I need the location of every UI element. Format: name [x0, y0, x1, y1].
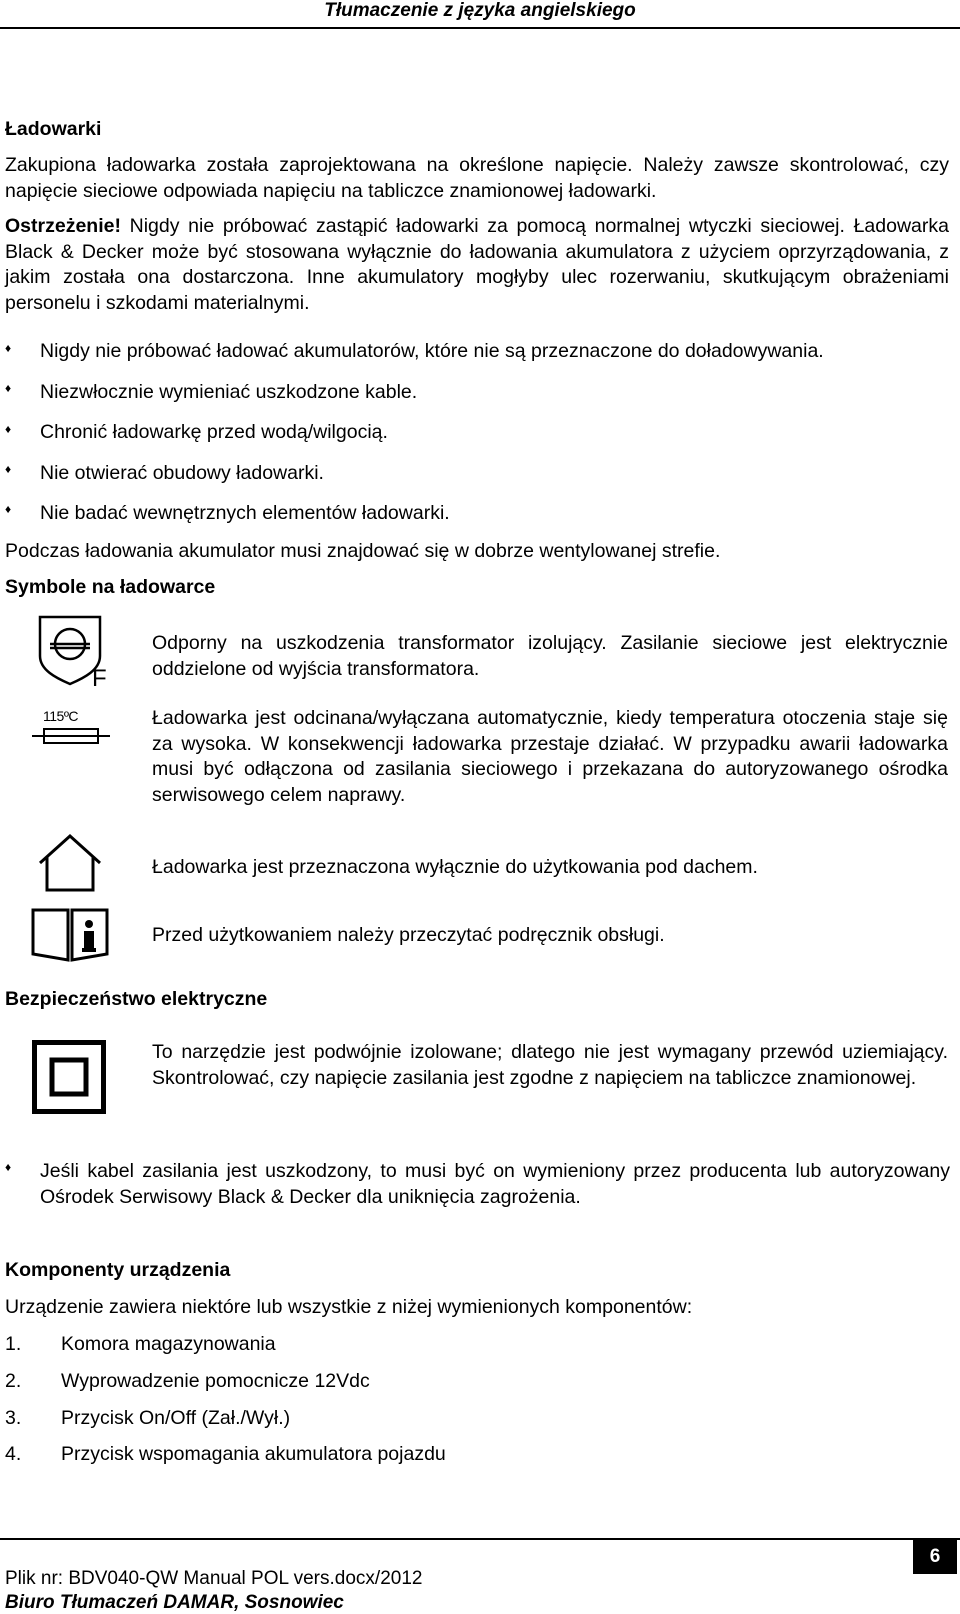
bullet-icon: ♦: [5, 462, 12, 476]
bullet-icon: ♦: [5, 422, 12, 436]
symbol-text-thermal-fuse: Ładowarka jest odcinana/wyłączana automatycznie, kiedy temperatura otoczenia staje się za wysoka. W konsekwencji ładowarka przestaje działać. W przypadku awarii ładowarka musi być odłączona od zasilania sieciowego i przekazana do autoryzowanego ośrodka serwisowego celem naprawy.: [152, 707, 948, 806]
components-intro: Urządzenie zawiera niektóre lub wszystkie z niżej wymienionych komponentów:: [5, 1296, 693, 1318]
warning-text: Nigdy nie próbować zastąpić ładowarki za pomocą normalnej wtyczki sieciowej. Ładowarka Black & Decker może być stosowana wyłącznie do ładowania akumulatora z użyciem oprzyrządowania, z jakim została ona dostarczona. Inne akumulatory mogłyby ulec rozerwaniu, skutkującym obrażeniami personelu i szkodami materialnymi.: [5, 215, 949, 314]
section-heading-symbols: Symbole na ładowarce: [5, 576, 216, 598]
list-item: Nie badać wewnętrznych elementów ładowarki.: [40, 502, 450, 524]
section-heading-electrical: Bezpieczeństwo elektryczne: [5, 988, 268, 1010]
list-item: Nigdy nie próbować ładować akumulatorów, które nie są przeznaczone do doładowywania.: [40, 340, 824, 362]
bullet-icon: ♦: [5, 341, 12, 355]
chargers-warning: [5, 214, 949, 316]
page-header: Tłumaczenie z języka angielskiego: [324, 0, 636, 21]
indoor-use-house-icon: [37, 833, 103, 893]
list-item: Nie otwierać obudowy ładowarki.: [40, 462, 324, 484]
footer-divider: [0, 1538, 960, 1540]
read-manual-icon: [30, 904, 110, 964]
double-insulation-icon: [32, 1040, 106, 1114]
footer-file: Plik nr: BDV040-QW Manual POL vers.docx/2012: [5, 1568, 423, 1589]
list-item: Przycisk wspomagania akumulatora pojazdu: [61, 1443, 446, 1465]
list-item: Niezwłocznie wymieniać uszkodzone kable.: [40, 381, 418, 403]
chargers-intro: Zakupiona ładowarka została zaprojektowana na określone napięcie. Należy zawsze skontrolować, czy napięcie sieciowe odpowiada napięciu na tabliczce znamionowej ładowarki.: [5, 154, 949, 202]
ventilation-note: Podczas ładowania akumulator musi znajdować się w dobrze wentylowanej strefie.: [5, 540, 721, 562]
header-divider: [0, 27, 960, 29]
list-number: 2.: [5, 1370, 22, 1392]
electrical-text: To narzędzie jest podwójnie izolowane; dlatego nie jest wymagany przewód uziemiający. Skontrolować, czy napięcie zasilania jest zgodne z napięciem na tabliczce znamionowej.: [152, 1041, 948, 1089]
symbol-text-indoor: Ładowarka jest przeznaczona wyłącznie do użytkowania pod dachem.: [152, 856, 758, 878]
svg-text:F: F: [92, 665, 107, 692]
thermal-fuse-icon: [32, 726, 110, 746]
list-item: Komora magazynowania: [61, 1333, 276, 1355]
bullet-icon: ♦: [5, 502, 12, 516]
symbol-text-transformer: Odporny na uszkodzenia transformator izolujący. Zasilanie sieciowe jest elektrycznie oddzielone od wyjścia transformatora.: [152, 632, 948, 680]
symbol-text-manual: Przed użytkowaniem należy przeczytać podręcznik obsługi.: [152, 924, 665, 946]
section-heading-chargers: Ładowarki: [5, 118, 102, 140]
electrical-bullet: Jeśli kabel zasilania jest uszkodzony, to musi być on wymieniony przez producenta lub autoryzowany Ośrodek Serwisowy Black & Decker dla uniknięcia zagrożenia.: [40, 1160, 950, 1208]
footer-bureau: Biuro Tłumaczeń DAMAR, Sosnowiec: [5, 1592, 344, 1613]
list-number: 1.: [5, 1333, 22, 1355]
bullet-icon: ♦: [5, 381, 12, 395]
page-number: 6: [913, 1540, 957, 1574]
warning-label: Ostrzeżenie!: [5, 215, 121, 237]
safety-transformer-icon: [36, 614, 108, 692]
list-item: Chronić ładowarkę przed wodą/wilgocią.: [40, 421, 388, 443]
list-number: 3.: [5, 1407, 22, 1429]
list-number: 4.: [5, 1443, 22, 1465]
bullet-icon: ♦: [5, 1160, 12, 1174]
thermal-fuse-label: 115ºC: [43, 708, 79, 724]
section-heading-components: Komponenty urządzenia: [5, 1259, 231, 1281]
list-item: Wyprowadzenie pomocnicze 12Vdc: [61, 1370, 370, 1392]
list-item: Przycisk On/Off (Zał./Wył.): [61, 1407, 291, 1429]
